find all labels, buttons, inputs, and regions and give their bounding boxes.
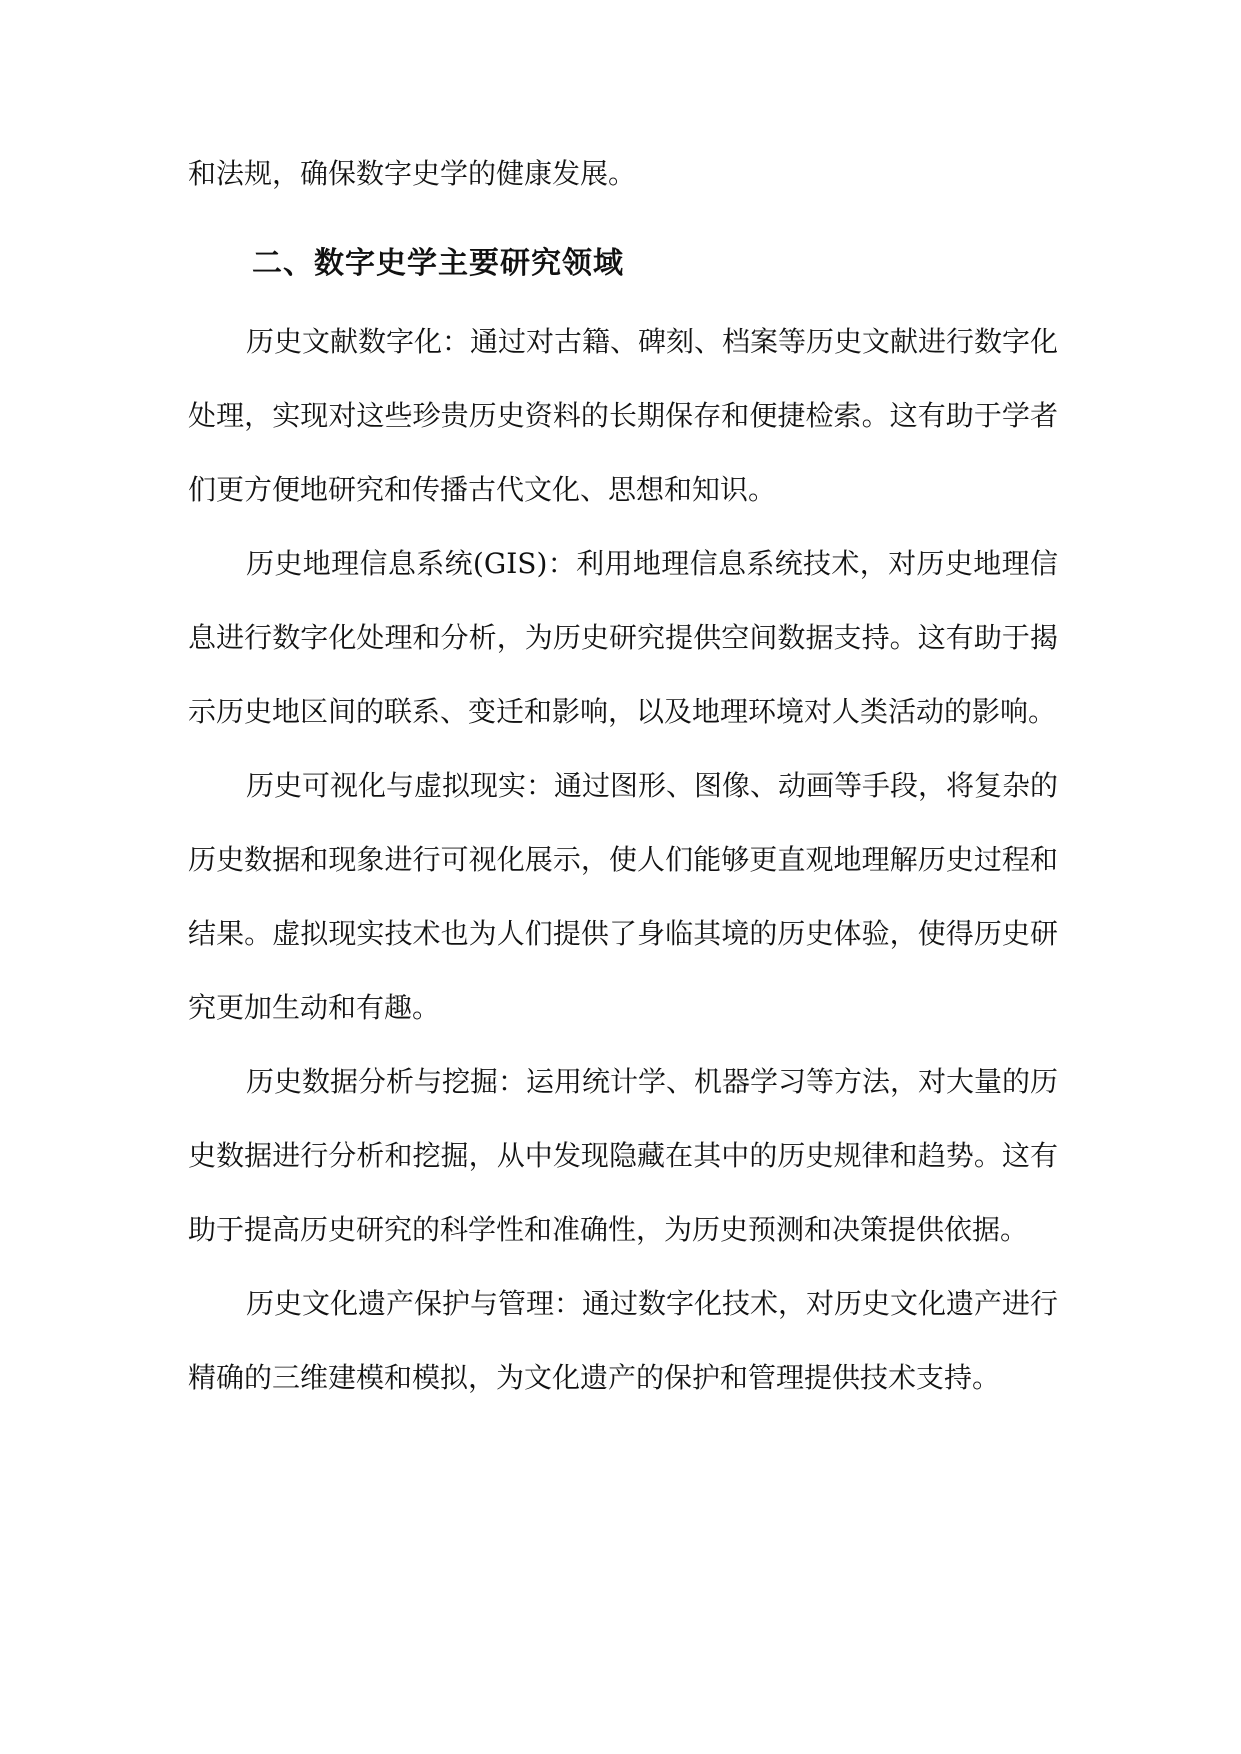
paragraph-data-mining: 历史数据分析与挖掘：运用统计学、机器学习等方法，对大量的历史数据进行分析和挖掘，从中发现隐藏在其中的历史规律和趋势。这有助于提高历史研究的科学性和准确性，为历史预测和决策提供依据。 — [188, 1065, 1059, 1246]
section-heading: 二、数字史学主要研究领域 — [252, 246, 624, 281]
paragraph-heritage-protection: 历史文化遗产保护与管理：通过数字化技术，对历史文化遗产进行精确的三维建模和模拟，为文化遗产的保护和管理提供技术支持。 — [188, 1287, 1059, 1394]
paragraph-historical-gis: 历史地理信息系统(GIS)：利用地理信息系统技术，对历史地理信息进行数字化处理和分析，为历史研究提供空间数据支持。这有助于揭示历史地区间的联系、变迁和影响，以及地理环境对人类活动的影响。 — [188, 547, 1058, 728]
paragraph-visualization-vr: 历史可视化与虚拟现实：通过图形、图像、动画等手段，将复杂的历史数据和现象进行可视化展示，使人们能够更直观地理解历史过程和结果。虚拟现实技术也为人们提供了身临其境的历史体验，使得历史研究更加生动和有趣。 — [188, 769, 1059, 1024]
paragraph-document-digitization: 历史文献数字化：通过对古籍、碑刻、档案等历史文献进行数字化处理，实现对这些珍贵历史资料的长期保存和便捷检索。这有助于学者们更方便地研究和传播古代文化、思想和知识。 — [188, 325, 1059, 506]
continuation-paragraph: 和法规，确保数字史学的健康发展。 — [188, 157, 637, 190]
document-body — [188, 137, 1058, 1415]
